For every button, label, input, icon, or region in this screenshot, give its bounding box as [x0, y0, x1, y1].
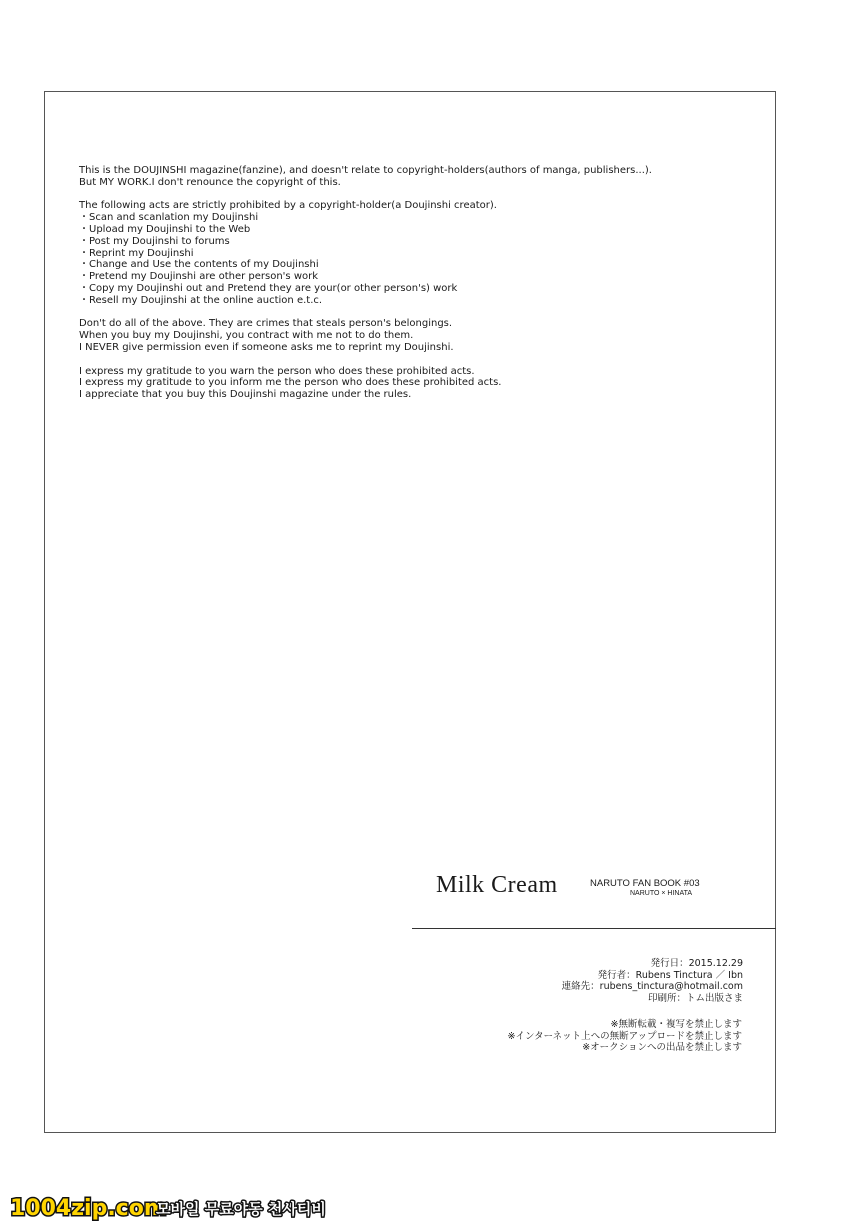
publisher: 発行者：Rubens Tinctura ／ Ibn: [597, 969, 743, 981]
gratitude-line: I appreciate that you buy this Doujinshi magazine under the rules.: [79, 389, 412, 401]
contact-email: 連絡先：rubens_tinctura@hotmail.com: [561, 981, 743, 993]
book-subtitle: NARUTO FAN BOOK #03: [590, 878, 700, 889]
warning-line: I NEVER give permission even if someone asks me to reprint my Doujinshi.: [79, 341, 454, 353]
book-title: Milk Cream: [436, 872, 558, 898]
watermark-logo: [6, 1190, 356, 1226]
warning-line: Don't do all of the above. They are crimes that steals person's belongings.: [79, 318, 453, 330]
prohibited-item: ・Resell my Doujinshi at the online auction e.t.c.: [79, 294, 323, 306]
prohibited-item: ・Change and Use the contents of my Doujinshi: [79, 259, 319, 271]
prohibited-item: ・Upload my Doujinshi to the Web: [79, 223, 251, 235]
warning-no-auction: ※オークションへの出品を禁止します: [582, 1042, 742, 1054]
divider-line: [412, 928, 776, 929]
publish-date: 発行日：2015.12.29: [650, 958, 743, 969]
watermark-tagline: 모바일 무료야동 천사티비: [156, 1200, 326, 1218]
gratitude-line: I express my gratitude to you warn the person who does these prohibited acts.: [79, 365, 475, 377]
prohibited-acts: [79, 200, 769, 306]
notice-gratitude: [79, 366, 769, 401]
warning-line: When you buy my Doujinshi, you contract with me not to do them.: [79, 330, 414, 342]
warning-no-upload: ※インターネット上への無断アップロードを禁止します: [507, 1030, 742, 1042]
prohibited-item: ・Reprint my Doujinshi: [79, 247, 194, 259]
notice-warning: [79, 318, 769, 353]
prohibited-heading: The following acts are strictly prohibited by a copyright-holder(a Doujinshi creator).: [79, 200, 497, 212]
copyright-notice: [79, 165, 769, 413]
warning-no-reprint: ※無断転載・複写を禁止します: [610, 1019, 742, 1030]
watermark-site: 1004zip.com: [10, 1196, 167, 1221]
colophon: [562, 958, 743, 1004]
prohibited-item: ・Copy my Doujinshi out and Pretend they are your(or other person's) work: [79, 282, 458, 294]
prohibited-item: ・Pretend my Doujinshi are other person's work: [79, 271, 319, 283]
notice-intro: [79, 165, 769, 189]
printer: 印刷所：トム出版さま: [647, 992, 743, 1004]
notice-intro-line: This is the DOUJINSHI magazine(fanzine), and doesn't relate to copyright-holders(authors of manga, publishers...).: [79, 165, 652, 176]
book-title-block: [436, 872, 776, 912]
site-watermark: [6, 1190, 356, 1226]
reproduction-warnings: [508, 1019, 742, 1054]
notice-intro-line: But MY WORK.I don't renounce the copyright of this.: [79, 176, 341, 188]
prohibited-item: ・Post my Doujinshi to forums: [79, 235, 230, 247]
prohibited-item: ・Scan and scanlation my Doujinshi: [79, 212, 259, 224]
gratitude-line: I express my gratitude to you inform me the person who does these prohibited acts.: [79, 377, 502, 389]
book-pairing: NARUTO × HINATA: [630, 890, 693, 897]
